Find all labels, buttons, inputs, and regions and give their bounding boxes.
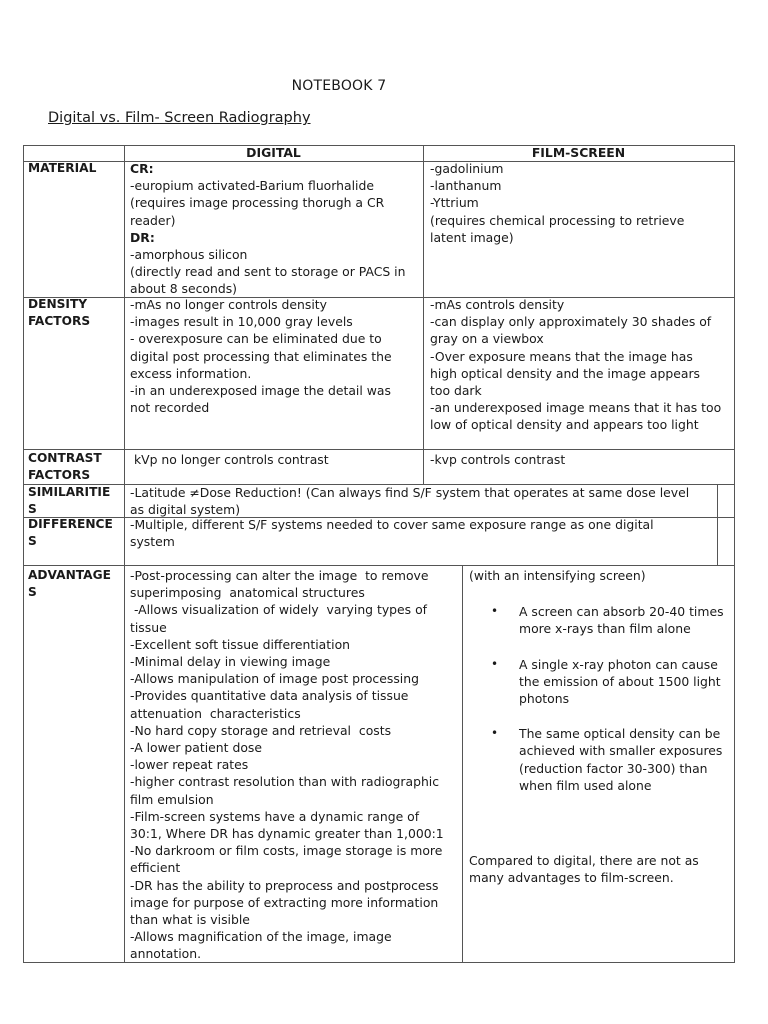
density-film-line: high optical density and the image appears	[430, 365, 700, 381]
contrast-film-cell	[430, 451, 730, 468]
row-label-line: S	[28, 502, 37, 516]
list-item	[469, 656, 731, 708]
bullet-icon: •	[491, 604, 499, 619]
density-digital-line: digital post processing that eliminates the	[130, 348, 392, 364]
row-label-line: ADVANTAGE	[28, 568, 111, 582]
list-item	[469, 603, 731, 637]
table-vline	[717, 484, 718, 565]
material-film-line: (requires chemical processing to retrieve	[430, 212, 685, 228]
row-label-line: CONTRAST	[28, 451, 102, 465]
advantages-digital-line: superimposing anatomical structures	[130, 585, 365, 601]
advantages-digital-line: -Post-processing can alter the image to remove	[130, 568, 429, 583]
advantages-digital-line: -A lower patient dose	[130, 740, 262, 756]
density-film-line: low of optical density and appears too light	[430, 417, 699, 433]
advantages-digital-line: annotation.	[130, 946, 202, 962]
material-digital-line: DR:	[130, 229, 155, 245]
material-digital-line: -europium activated-Barium fluorhalide	[130, 178, 374, 194]
material-digital-line: reader)	[130, 212, 176, 228]
advantages-film-intro: (with an intensifying screen)	[469, 568, 646, 583]
bullet-line: The same optical density can be	[519, 726, 721, 742]
advantages-digital-line: than what is visible	[130, 912, 250, 928]
material-film-line: latent image)	[430, 229, 514, 245]
density-digital-line: -images result in 10,000 gray levels	[130, 314, 353, 330]
row-label-line: SIMILARITIE	[28, 485, 111, 499]
density-film-line: -Over exposure means that the image has	[430, 348, 693, 364]
advantages-film-closing	[469, 852, 731, 886]
bullet-line: achieved with smaller exposures	[519, 743, 723, 759]
material-digital-line: (requires image processing thorugh a CR	[130, 195, 385, 211]
row-label-line: FACTORS	[28, 314, 91, 328]
density-digital-cell	[130, 296, 420, 416]
advantages-film-cell	[469, 567, 731, 812]
similarities-cell	[130, 484, 715, 518]
bullet-icon: •	[491, 656, 499, 671]
density-digital-line: -mAs no longer controls density	[130, 297, 327, 312]
bullet-line: more x-rays than film alone	[519, 621, 691, 637]
advantages-film-closing-line: many advantages to film-screen.	[469, 870, 674, 886]
density-film-line: -an underexposed image means that it has too	[430, 400, 722, 416]
bullet-line: when film used alone	[519, 777, 652, 793]
notebook-title: NOTEBOOK 7	[291, 78, 387, 94]
material-film-line: -gadolinium	[430, 161, 504, 176]
material-digital-line: (directly read and sent to storage or PACS in	[130, 264, 406, 280]
row-label-differences	[28, 516, 122, 550]
row-label-advantages	[28, 567, 122, 601]
advantages-digital-cell	[130, 567, 460, 963]
advantages-digital-line: -Film-screen systems have a dynamic range of	[130, 808, 420, 824]
similarities-line: as digital system)	[130, 502, 241, 518]
advantages-film-bullet-list	[469, 603, 731, 794]
advantages-digital-line: attenuation characteristics	[130, 705, 301, 721]
advantages-digital-line: -Provides quantitative data analysis of tissue	[130, 688, 409, 704]
table-vline	[462, 565, 463, 963]
row-label-line: DENSITY	[28, 297, 88, 311]
table-vline	[23, 145, 24, 963]
document-title: Digital vs. Film- Screen Radiography	[48, 110, 311, 126]
contrast-digital-cell	[130, 451, 420, 468]
list-item	[469, 725, 731, 794]
material-film-line: -lanthanum	[430, 178, 502, 194]
advantages-digital-line: 30:1, Where DR has dynamic greater than 1,000:1	[130, 826, 444, 842]
material-film-cell	[430, 160, 730, 246]
header-digital: DIGITAL	[246, 145, 301, 160]
density-film-line: -mAs controls density	[430, 297, 565, 312]
advantages-digital-line: -Allows magnification of the image, image	[130, 929, 392, 945]
advantages-digital-line: image for purpose of extracting more information	[130, 894, 439, 910]
table-vline	[124, 145, 125, 963]
advantages-digital-line: -Minimal delay in viewing image	[130, 654, 331, 670]
density-film-line: too dark	[430, 383, 482, 399]
differences-line: system	[130, 534, 175, 550]
advantages-digital-line: -higher contrast resolution than with radiographic	[130, 774, 440, 790]
row-label-line: S	[28, 585, 37, 599]
advantages-digital-line: film emulsion	[130, 791, 214, 807]
material-film-line: -Yttrium	[430, 195, 479, 211]
material-digital-line: -amorphous silicon	[130, 247, 248, 263]
similarities-line: -Latitude ≠Dose Reduction! (Can always find S/F system that operates at same dose level	[130, 485, 690, 500]
density-digital-line: -in an underexposed image the detail was	[130, 383, 391, 399]
bullet-line: photons	[519, 691, 570, 707]
contrast-film-line: -kvp controls contrast	[430, 452, 566, 467]
advantages-digital-line: -lower repeat rates	[130, 757, 249, 773]
row-label-line: MATERIAL	[28, 161, 97, 175]
advantages-digital-line: -No darkroom or film costs, image storage is more	[130, 843, 443, 859]
bullet-line: A single x-ray photon can cause	[519, 656, 718, 672]
row-label-line: FACTORS	[28, 468, 91, 482]
header-film-screen: FILM-SCREEN	[531, 145, 626, 160]
material-digital-line: CR:	[130, 161, 154, 176]
table-hline	[23, 565, 734, 566]
differences-line: -Multiple, different S/F systems needed to cover same exposure range as one digital	[130, 517, 654, 532]
bullet-icon: •	[491, 726, 499, 741]
advantages-digital-line: -Allows visualization of widely varying types of	[130, 602, 428, 618]
bullet-line: the emission of about 1500 light	[519, 673, 721, 689]
bullet-line: (reduction factor 30-300) than	[519, 760, 708, 776]
advantages-digital-line: -DR has the ability to preprocess and postprocess	[130, 877, 439, 893]
table-hline	[23, 449, 734, 450]
material-digital-cell	[130, 160, 420, 298]
density-digital-line: excess information.	[130, 365, 252, 381]
density-film-line: gray on a viewbox	[430, 331, 544, 347]
table-vline	[423, 145, 424, 485]
contrast-digital-line: kVp no longer controls contrast	[130, 452, 329, 467]
advantages-digital-line: -Allows manipulation of image post processing	[130, 671, 419, 687]
advantages-digital-line: efficient	[130, 860, 181, 876]
advantages-film-closing-line: Compared to digital, there are not as	[469, 853, 699, 868]
row-label-line: S	[28, 534, 37, 548]
differences-cell	[130, 516, 715, 550]
density-digital-line: - overexposure can be eliminated due to	[130, 331, 382, 347]
row-label-contrast	[28, 450, 122, 484]
material-digital-line: about 8 seconds)	[130, 281, 237, 297]
density-digital-line: not recorded	[130, 400, 210, 416]
row-label-material	[28, 160, 122, 177]
bullet-line: A screen can absorb 20-40 times	[519, 604, 724, 620]
density-film-line: -can display only approximately 30 shades of	[430, 314, 712, 330]
advantages-digital-line: -No hard copy storage and retrieval costs	[130, 722, 392, 738]
advantages-digital-line: tissue	[130, 619, 167, 635]
row-label-similarities	[28, 484, 122, 518]
table-vline	[734, 145, 735, 963]
density-film-cell	[430, 296, 732, 434]
row-label-density	[28, 296, 122, 330]
advantages-digital-line: -Excellent soft tissue differentiation	[130, 636, 351, 652]
row-label-line: DIFFERENCE	[28, 517, 113, 531]
